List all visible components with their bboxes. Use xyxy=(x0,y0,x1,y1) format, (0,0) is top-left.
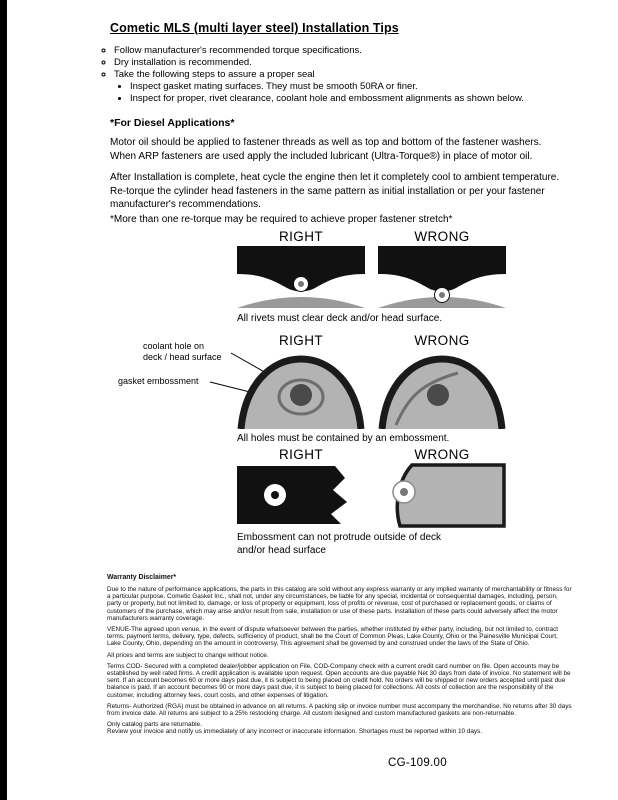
disclaimer-paragraph: Terms COD- Secured with a completed dealer/jobber application on File, COD-Company check with a current credit card number on file. Open accounts may be established by well rated firms. A credit application is available upon request. Open accounts are due payable Net 30 days from date of invoice. No statement will be sent. If an account becomes 60 or more days past due, it is subject to being placed on credit hold. No orders will be shipped or new orders accepted until past due balance is paid. If an account becomes 90 or more days past due, it is subject to being placed for collections. All costs of collection are the responsibility of the customer, including attorney fees, court costs, and other expenses of litigation. xyxy=(107,662,571,699)
warranty-disclaimer-heading: Warranty Disclaimer* xyxy=(107,574,177,581)
tip-item: ◦ Take the following steps to assure a proper seal xyxy=(114,69,524,81)
disclaimer-paragraph: Only catalog parts are returnable. xyxy=(107,721,202,729)
row2-caption: All holes must be contained by an embossment. xyxy=(237,433,450,444)
diesel-paragraph-2: After Installation is complete, heat cycle the engine then let it completely cool to ambient temperature. Re-torque the cylinder head fasteners in the same pattern as initial installation or per your fastener manufacturer's recommendations. xyxy=(110,172,560,210)
row2-wrong-label: WRONG xyxy=(414,333,470,348)
protrusion-wrong-diagram xyxy=(378,462,506,528)
diesel-paragraph-1: Motor oil should be applied to fastener threads as well as top and bottom of the fastener washers. When ARP fasteners are used apply the included lubricant (Ultra-Torque®) in place of motor oil. xyxy=(110,137,542,162)
row3-wrong-label: WRONG xyxy=(414,447,470,462)
retorque-note: *More than one re-torque may be required to achieve proper fastener stretch* xyxy=(110,214,453,225)
rivet-wrong-diagram xyxy=(378,246,506,308)
protrusion-right-diagram xyxy=(237,462,365,528)
disclaimer-paragraph: VENUE-The agreed upon venue, in the event of dispute whatsoever between the parties, whether instituted by either party, including, but not limited to, contract terms, payment terms, delivery, type, defects, sufficiency of product, shall be the Court of Common Pleas, Lake County, Ohio or the Painesville Municipal Court, Lake County, Ohio, depending on the amount in controversy. This agreement shall be governed by and construed under the laws of the State of Ohio. xyxy=(107,626,559,648)
warranty-disclaimer xyxy=(107,574,573,740)
disclaimer-paragraph: Returns- Authorized (RGA) must be obtained in advance on all returns. A packing slip or invoice number must accompany the merchandise. No returns after 30 days from invoice date. All returns are subject to a 25% restocking charge. All custom designed and custom manufactured gaskets are non-returnable. xyxy=(107,702,572,718)
rivet-right-diagram xyxy=(237,246,365,308)
disclaimer-paragraph: All prices and terms are subject to change without notice. xyxy=(107,651,269,659)
diesel-applications-heading: *For Diesel Applications* xyxy=(110,117,235,129)
tip-item: ◦ Dry installation is recommended. xyxy=(114,57,524,69)
page-number: CG-109.00 xyxy=(388,757,447,769)
installation-tips-list xyxy=(102,45,524,105)
tip-sub-item: • Inspect for proper, rivet clearance, coolant hole and embossment alignments as shown below. xyxy=(130,93,524,105)
embossment-right-diagram xyxy=(237,349,365,429)
row1-wrong-label: WRONG xyxy=(414,229,470,244)
row3-caption: Embossment can not protrude outside of deck and/or head surface xyxy=(237,532,442,556)
disclaimer-paragraph: Due to the nature of performance applications, the parts in this catalog are sold without any express warranty or any implied warranty of merchantability or fitness for a particular purpose. Cometic Gasket Inc., shall not, under any circumstances, be liable for any special, incidental or consequential damages, including, person, party or property, but not limited to, damage, or loss of property or equipment, loss of profits or revenue, cost of purchased or replacement goods, or claims of customers of the purchase, which may arise and/or result from sale, installation or use of these parts. Installation of these parts could adversely affect the motor manufacturers warranty coverage. xyxy=(107,586,572,622)
coolant-hole-annotation: coolant hole on deck / head surface xyxy=(143,341,222,362)
page-left-border xyxy=(0,0,7,800)
gasket-embossment-annotation: gasket embossment xyxy=(118,376,199,386)
tip-sub-item: • Inspect gasket mating surfaces. They must be smooth 50RA or finer. xyxy=(130,81,524,93)
row1-caption: All rivets must clear deck and/or head surface. xyxy=(237,313,443,324)
row2-right-label: RIGHT xyxy=(279,333,323,348)
disclaimer-paragraph: Review your invoice and notify us immediately of any incorrect or inaccurate information. Shortages must be reported within 10 days. xyxy=(107,728,483,736)
embossment-wrong-diagram xyxy=(378,349,506,429)
page-title: Cometic MLS (multi layer steel) Installation Tips xyxy=(110,21,399,35)
row3-right-label: RIGHT xyxy=(279,447,323,462)
tip-item: ◦ Follow manufacturer's recommended torque specifications. xyxy=(114,45,524,57)
row1-right-label: RIGHT xyxy=(279,229,323,244)
